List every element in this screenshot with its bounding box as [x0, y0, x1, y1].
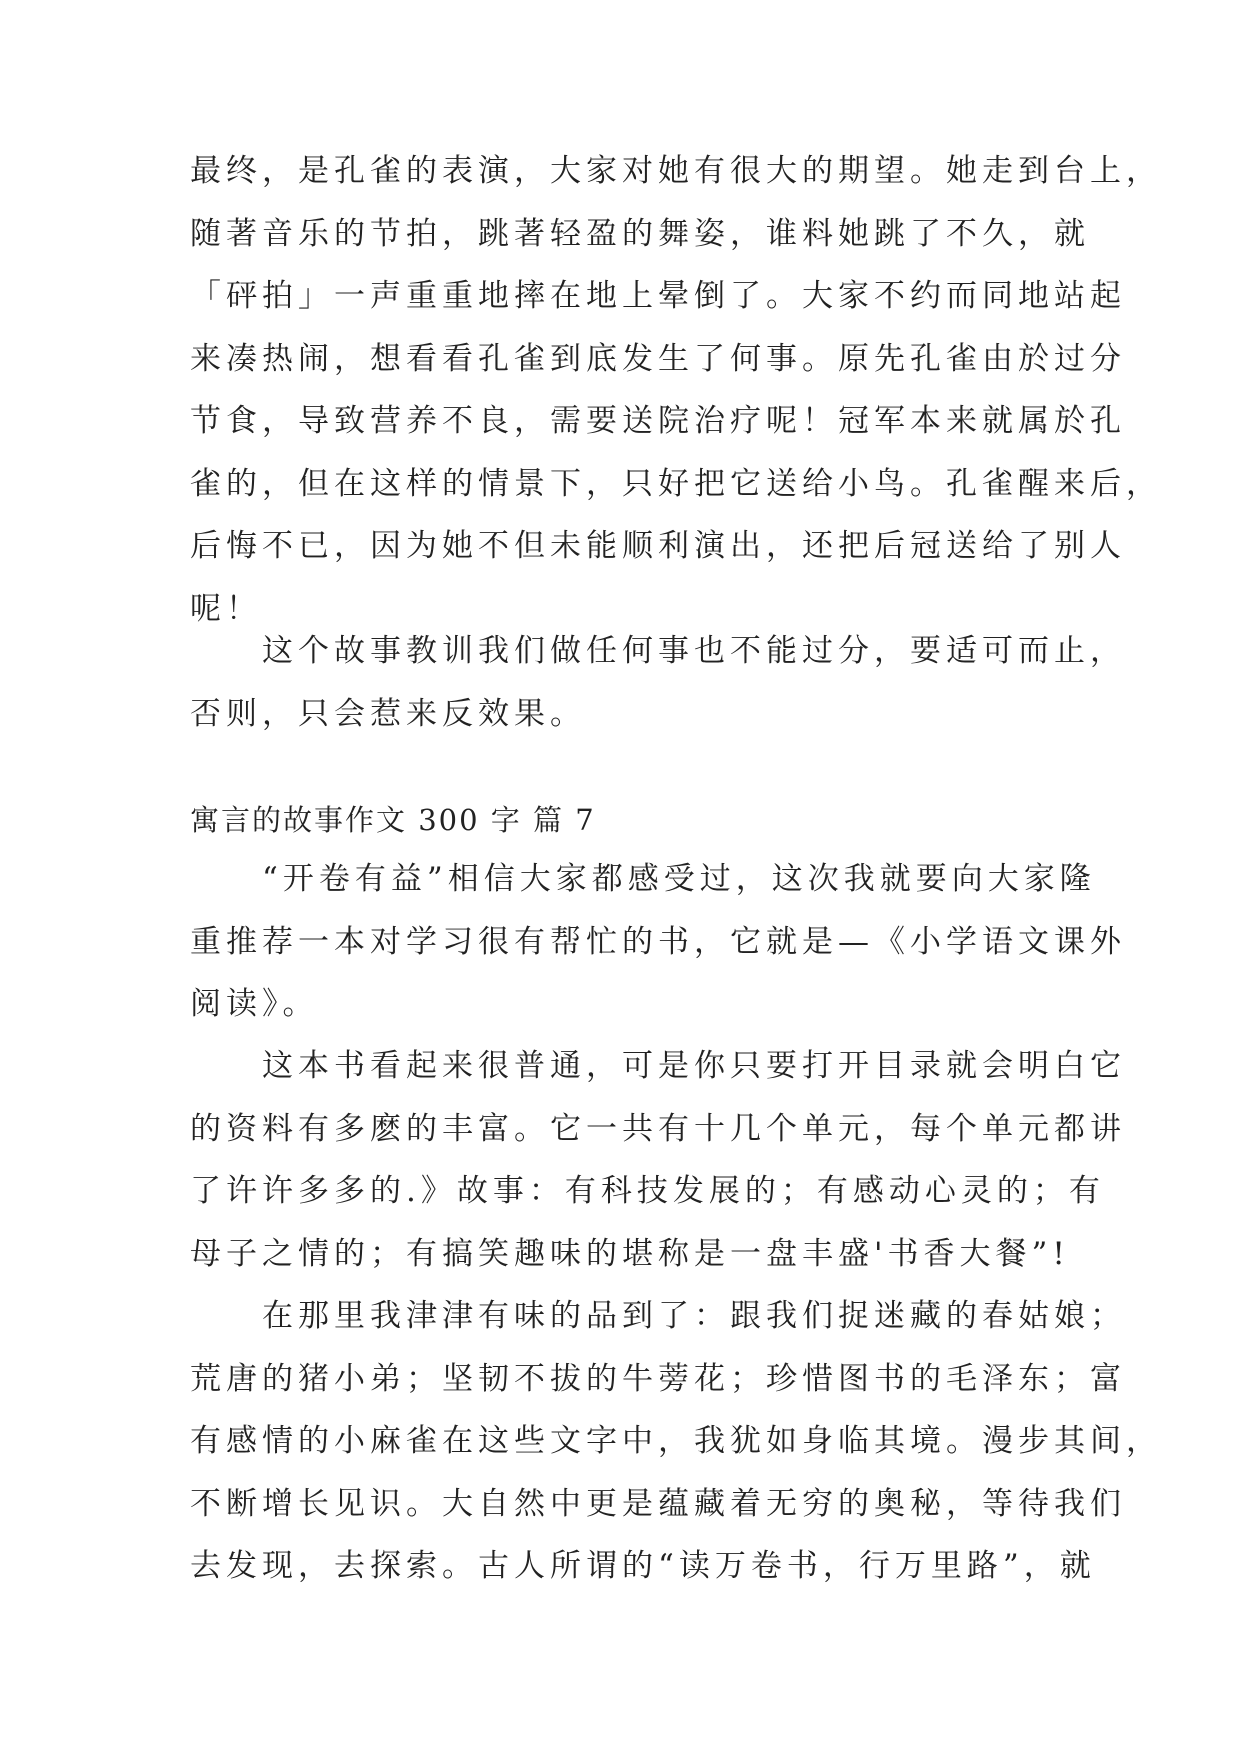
text-line: 节食，导致营养不良，需要送院治疗呢！冠军本来就属於孔: [190, 403, 1126, 439]
text-line: 在那里我津津有味的品到了：跟我们捉迷藏的春姑娘；: [190, 1298, 1126, 1334]
text-line: 雀的，但在这样的情景下，只好把它送给小鸟。孔雀醒来后，: [190, 465, 1162, 502]
story-ending-paragraph: [190, 140, 1162, 640]
paragraph-reading-experience: [190, 1285, 1162, 1598]
text-line: 的资料有多麽的丰富。它一共有十几个单元，每个单元都讲: [190, 1110, 1126, 1147]
text-line: 阅读》。: [190, 986, 319, 1022]
text-line: 去发现，去探索。古人所谓的“读万卷书，行万里路”，就: [190, 1548, 1096, 1584]
text-line: 「砰拍」一声重重地摔在地上晕倒了。大家不约而同地站起: [190, 278, 1126, 314]
paragraph-recommendation: [190, 848, 1126, 1036]
text-line: 重推荐一本对学习很有帮忙的书，它就是—《小学语文课外: [190, 923, 1126, 960]
text-line: 最终，是孔雀的表演，大家对她有很大的期望。她走到台上，: [190, 153, 1162, 189]
text-line: 有感情的小麻雀在这些文字中，我犹如身临其境。漫步其间，: [190, 1423, 1162, 1459]
text-line: 荒唐的猪小弟；坚韧不拔的牛蒡花；珍惜图书的毛泽东；富: [190, 1360, 1126, 1397]
text-line: 这本书看起来很普通，可是你只要打开目录就会明白它: [190, 1048, 1126, 1084]
text-line: 来凑热闹，想看看孔雀到底发生了何事。原先孔雀由於过分: [190, 340, 1126, 377]
section-title: 寓言的故事作文 300 字 篇 7: [190, 803, 596, 837]
text-line: 后悔不已，因为她不但未能顺利演出，还把后冠送给了别人: [190, 528, 1126, 564]
paragraph-book-contents: [190, 1035, 1126, 1285]
text-line: 这个故事教训我们做任何事也不能过分，要适可而止，: [190, 633, 1126, 669]
text-line: 呢！: [190, 590, 262, 627]
text-line: “开卷有益”相信大家都感受过，这次我就要向大家隆: [190, 861, 1096, 897]
section-heading: [190, 795, 1070, 845]
text-line: 了许许多多的.》故事：有科技发展的；有感动心灵的；有: [190, 1173, 1105, 1209]
text-line: 否则，只会惹来反效果。: [190, 695, 586, 732]
text-line: 随著音乐的节拍，跳著轻盈的舞姿，谁料她跳了不久，就: [190, 215, 1090, 252]
text-line: 母子之情的；有搞笑趣味的堪称是一盘丰盛'书香大餐”!: [190, 1235, 1070, 1272]
text-line: 不断增长见识。大自然中更是蕴藏着无穷的奥秘，等待我们: [190, 1485, 1126, 1522]
moral-paragraph: [190, 620, 1126, 745]
